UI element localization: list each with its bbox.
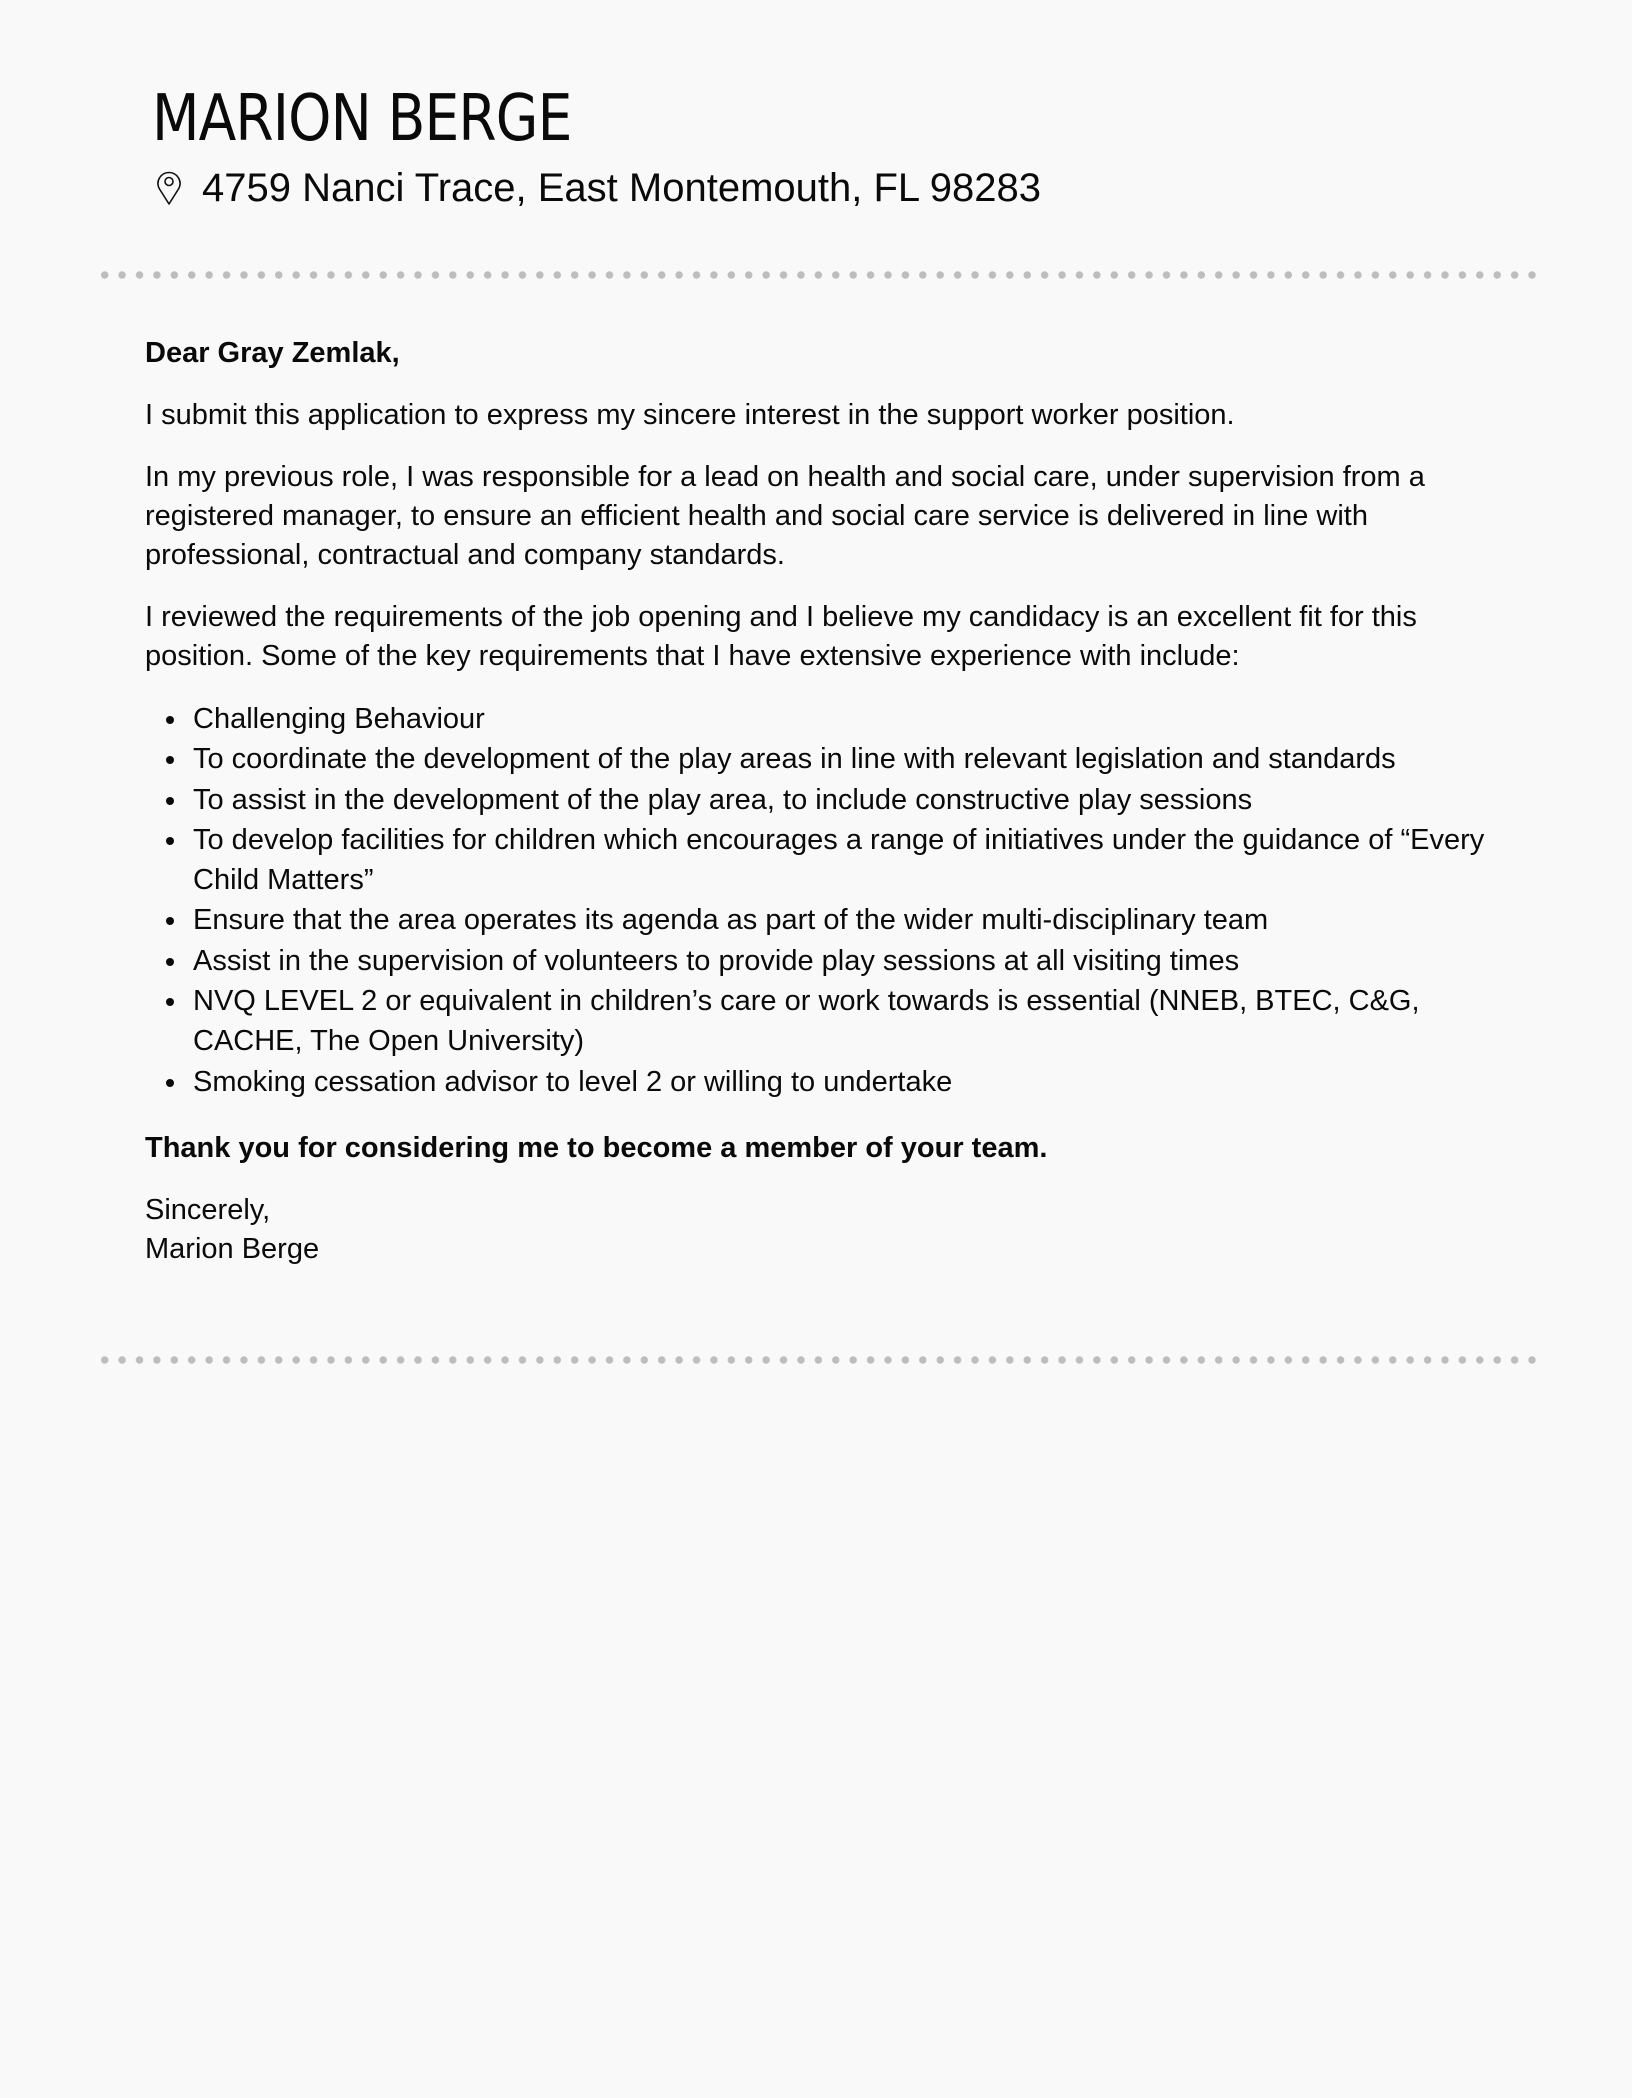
applicant-name: MARION BERGE [152, 82, 572, 156]
dotted-separator-bottom [96, 1356, 1536, 1364]
signoff-block [145, 1191, 1495, 1269]
letter-header [152, 78, 1041, 216]
closing-statement: Thank you for considering me to become a member of your team. [145, 1131, 1048, 1164]
dotted-separator-top [96, 271, 1536, 279]
salutation: Dear Gray Zemlak, [145, 337, 400, 369]
map-pin-icon [156, 170, 182, 206]
list-item: Challenging Behaviour [193, 699, 1495, 739]
paragraph-requirements-intro: I reviewed the requirements of the job opening and I believe my candidacy is an excellent fit for this position. Some of the key requirements that I have extensive experience with include: [145, 601, 1417, 672]
list-item: Ensure that the area operates its agenda as part of the wider multi-disciplinary team [193, 900, 1495, 940]
address-text: 4759 Nanci Trace, East Montemouth, FL 98283 [202, 166, 1042, 210]
paragraph-previous-role: In my previous role, I was responsible for a lead on health and social care, under supervision from a registered manager, to ensure an efficient health and social care service is delivered in line with professional, contractual and company standards. [145, 461, 1425, 571]
signature: Marion Berge [145, 1232, 320, 1265]
list-item: Assist in the supervision of volunteers to provide play sessions at all visiting times [193, 941, 1495, 981]
paragraph-intro: I submit this application to express my sincere interest in the support worker position. [145, 399, 1235, 431]
address-line [152, 160, 1041, 216]
signoff: Sincerely, [145, 1193, 271, 1226]
list-item: To develop facilities for children which encourages a range of initiatives under the guidance of “Every Child Matters” [193, 820, 1495, 901]
list-item: Smoking cessation advisor to level 2 or willing to undertake [193, 1062, 1495, 1102]
list-item: To assist in the development of the play area, to include constructive play sessions [193, 780, 1495, 820]
requirements-list [145, 699, 1495, 1102]
list-item: To coordinate the development of the play areas in line with relevant legislation and standards [193, 739, 1495, 779]
letter-body [145, 334, 1495, 1292]
list-item: NVQ LEVEL 2 or equivalent in children’s care or work towards is essential (NNEB, BTEC, C&G, CACHE, The Open University) [193, 981, 1495, 1062]
